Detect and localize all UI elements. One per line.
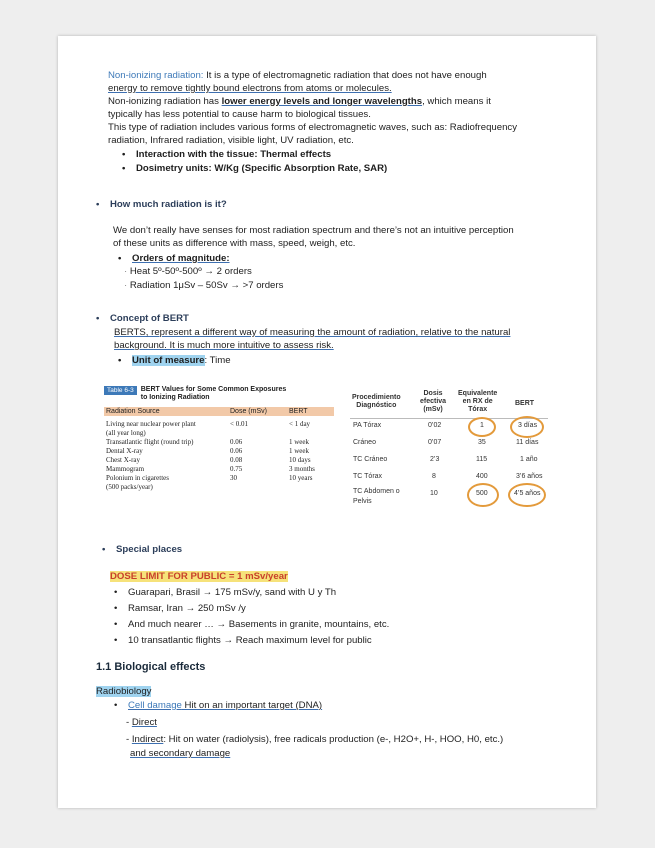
table-title-line: BERT Values for Some Common Exposures <box>140 386 287 393</box>
bullet-icon: • <box>102 544 106 555</box>
table-cell: 0’07 <box>428 439 442 446</box>
header-line: Tórax <box>468 406 488 413</box>
sub-item-text: and secondary damage <box>130 748 231 759</box>
table-cell: 8 <box>432 473 436 480</box>
unit-value: : Time <box>204 355 231 366</box>
table-grid <box>104 407 334 492</box>
table-row <box>104 474 334 483</box>
table-header-cell <box>458 390 497 414</box>
text: Non-ionizing radiation has <box>108 96 222 107</box>
bullet-item <box>122 162 387 176</box>
paragraph-line <box>108 95 491 109</box>
table-title <box>141 386 286 402</box>
table-cell: 400 <box>476 473 488 480</box>
sub-item <box>126 733 503 747</box>
section-title: How much radiation is it? <box>110 199 227 210</box>
section-heading <box>96 312 189 326</box>
table-cell: Dental X-ray <box>106 447 143 455</box>
table-cell: 10 years <box>289 474 313 482</box>
paragraph-line: We don’t really have senses for most radiation spectrum and there’s not an intuitive perception <box>113 225 514 236</box>
bullet-icon: • <box>96 199 100 210</box>
paragraph-line <box>108 69 487 83</box>
unit-label: Unit of measure <box>132 355 205 366</box>
highlight-circle <box>468 417 496 437</box>
table-row <box>104 456 334 465</box>
term-non-ionizing: Non-ionizing radiation: <box>108 70 204 81</box>
cell-damage-term: Cell damage <box>128 700 182 711</box>
bullet-icon: • <box>118 355 122 366</box>
table-cell <box>228 483 287 492</box>
table-cell: 3 días <box>518 422 538 429</box>
table-cell: < 1 day <box>289 420 311 428</box>
bullet-icon: • <box>96 313 100 324</box>
bullet-text: Guarapari, Brasil → 175 mSv/y, sand with U y Th <box>128 587 337 598</box>
sub-item-text: Indirect <box>131 734 164 745</box>
paragraph-line: of these units as difference with mass, speed, weigh, etc. <box>113 238 356 249</box>
table-cell: (500 packs/year) <box>106 483 153 491</box>
paragraph-line: radiation, Infrared radiation, visible light, UV radiation, etc. <box>108 135 354 146</box>
bert-table-spanish <box>350 388 548 510</box>
text: It is a type of electromagnetic radiation that does not have enough <box>203 70 487 81</box>
subsection-heading: 1.1 Biological effects <box>96 661 206 673</box>
table-header-row <box>104 407 334 416</box>
highlight-circle <box>510 416 544 438</box>
table-row <box>104 420 334 429</box>
table-cell: 0.06 <box>230 438 243 446</box>
table-cell: 35 <box>478 439 486 446</box>
table-cell: < 0.01 <box>230 420 248 428</box>
table-cell: 500 <box>476 490 488 497</box>
bullet-text: Interaction with the tissue: Thermal effects <box>136 149 332 160</box>
highlight-circle <box>508 483 546 507</box>
bullet-text: Orders of magnitude: <box>132 253 230 264</box>
table-cell: 115 <box>476 456 488 463</box>
table-cell: 0.75 <box>230 465 243 473</box>
table-cell: 1 año <box>520 456 538 463</box>
table-cell: 1 week <box>289 438 310 446</box>
sub-item-continuation <box>130 747 230 761</box>
table-cell: 1 <box>480 422 484 429</box>
header-line: efectiva <box>420 398 447 405</box>
header-line: Diagnóstico <box>356 402 397 409</box>
table-row <box>104 429 334 438</box>
bullet-icon: • <box>122 163 126 174</box>
bullet-icon: • <box>114 700 118 711</box>
table-cell: Transatlantic flight (round trip) <box>106 438 194 446</box>
table-cell: 3’6 años <box>516 473 543 480</box>
text: background. It is much more intuitive to assess risk. <box>114 340 334 351</box>
table-header-cell <box>352 394 401 410</box>
text: , which means it <box>422 96 491 107</box>
table-cell: 1 week <box>289 447 310 455</box>
bullet-item <box>114 699 322 713</box>
section-title: Special places <box>116 544 183 555</box>
bullet-item <box>114 602 246 616</box>
table-cell: 0.08 <box>230 456 243 464</box>
bullet-text: 10 transatlantic flights → Reach maximum level for public <box>128 635 372 646</box>
section-title: Concept of BERT <box>110 313 189 324</box>
paragraph-line: BERTS, represent a different way of measuring the amount of radiation, relative to the natural <box>114 327 511 338</box>
table-cell: 10 days <box>289 456 311 464</box>
bullet-text: Hit on an important target (DNA) <box>181 700 323 711</box>
dash-icon: - <box>126 734 132 745</box>
bullet-item <box>122 148 331 162</box>
document-page <box>58 36 596 808</box>
table-row <box>104 465 334 474</box>
table-header-cell <box>420 390 446 414</box>
paragraph-line: This type of radiation includes various forms of electromagnetic waves, such as: Radiofrequency <box>108 122 517 133</box>
table-row <box>104 438 334 447</box>
table-cell <box>228 429 287 438</box>
table-cell: TC Cráneo <box>353 456 388 463</box>
bullet-item <box>114 618 389 632</box>
header-line: (mSv) <box>423 406 443 413</box>
bullet-icon: • <box>114 619 118 630</box>
bullet-icon: • <box>114 587 118 598</box>
sub-item-text: : Hit on water (radiolysis), free radicals production (e-, H2O+, H-, HOO, H0, etc.) <box>163 734 504 745</box>
section-heading <box>102 543 182 557</box>
subsection-label <box>96 685 151 699</box>
bullet-icon: • <box>114 603 118 614</box>
table-cell: TC Abdomen o <box>353 488 400 495</box>
header-line: Dosis <box>423 390 443 397</box>
table-header-cell: BERT <box>289 408 308 415</box>
table-cell: PA Tórax <box>353 422 382 429</box>
paragraph-line <box>114 339 334 353</box>
bert-table-english <box>104 386 334 492</box>
header-line: Procedimiento <box>352 394 401 401</box>
bullet-text: And much nearer … → Basements in granite, mountains, etc. <box>128 619 390 630</box>
bullet-icon: • <box>118 253 122 264</box>
table-header-cell: Dose (mSv) <box>230 408 267 415</box>
table-cell: 3 months <box>289 465 315 473</box>
sub-item <box>126 716 157 730</box>
table-cell: 0’02 <box>428 422 442 429</box>
dash-icon: - <box>126 717 132 728</box>
table-row <box>104 483 334 492</box>
table-cell: Cráneo <box>353 439 376 446</box>
table-cell: 0.06 <box>230 447 243 455</box>
bullet-text: Dosimetry units: W/Kg (Specific Absorption Rate, SAR) <box>136 163 388 174</box>
table-cell: Mammogram <box>106 465 145 473</box>
table-cell <box>287 429 334 438</box>
bullet-item <box>118 252 230 266</box>
table-cell: Chest X-ray <box>106 456 141 464</box>
table-cell: 10 <box>430 490 438 497</box>
sub-item-text: Direct <box>131 717 157 728</box>
bullet-text: Ramsar, Iran → 250 mSv /y <box>128 603 246 614</box>
sub-item-text: Heat 5º-50º-500º → 2 orders <box>129 266 252 277</box>
table-caption <box>104 386 334 402</box>
table-title-line: to Ionizing Radiation <box>140 394 210 401</box>
table-cell <box>287 483 334 492</box>
highlight-circle <box>467 483 499 507</box>
table-cell: Polonium in cigarettes <box>106 474 169 482</box>
paragraph-line: typically has less potential to cause harm to biological tissues. <box>108 109 371 120</box>
table-header-cell: Radiation Source <box>106 408 160 415</box>
table-cell: TC Tórax <box>353 473 383 480</box>
sub-item-text: Radiation 1μSv – 50Sv → >7 orders <box>129 280 284 291</box>
table-cell: Pelvis <box>353 498 372 505</box>
table-cell: 2’3 <box>430 456 440 463</box>
dash-icon: · <box>124 266 128 277</box>
dose-limit-text: DOSE LIMIT FOR PUBLIC = 1 mSv/year <box>110 571 288 582</box>
table-cell: 30 <box>230 474 237 482</box>
bullet-item <box>114 634 372 648</box>
header-line: en RX de <box>462 398 493 405</box>
radiobiology-label: Radiobiology <box>96 686 152 697</box>
table-cell: 4’5 años <box>514 490 541 497</box>
bullet-icon: • <box>122 149 126 160</box>
dash-icon: · <box>124 280 128 291</box>
table-tag: Table 6-3 <box>104 386 137 395</box>
paragraph-line: energy to remove tightly bound electrons from atoms or molecules. <box>108 83 392 94</box>
bullet-item <box>118 354 231 368</box>
text-emphasis: lower energy levels and longer wavelengths <box>221 96 423 107</box>
dose-limit <box>110 570 288 584</box>
table-cell: Living near nuclear power plant <box>106 420 196 428</box>
sub-item <box>124 265 252 279</box>
section-heading <box>96 198 227 212</box>
bullet-item <box>114 586 336 600</box>
table-header-cell: BERT <box>515 400 535 407</box>
table-cell: (all year long) <box>106 429 146 437</box>
table-cell: 11 días <box>516 439 539 446</box>
bullet-icon: • <box>114 635 118 646</box>
table-row <box>104 447 334 456</box>
header-line: Equivalente <box>458 390 498 397</box>
sub-item <box>124 279 283 293</box>
